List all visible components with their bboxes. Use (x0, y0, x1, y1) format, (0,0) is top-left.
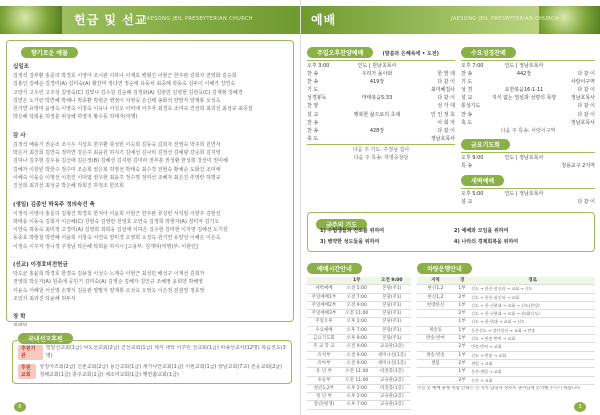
offering-line: 김정석 강부환 홍문의 박경호 이영아 조시관 이하나 이재호 백형진 이현근 한주완 김희자 전영화 김승희 (13, 73, 237, 79)
order-leader (421, 62, 455, 70)
order-leader: 정남호목사 (570, 119, 595, 126)
times-row-cell: 오전 11:00 (341, 310, 373, 318)
vehicle-header: 경로 (470, 277, 595, 285)
left-page-title: 헌금 및 선교 (74, 13, 148, 27)
vehicle-row-cell: 1부 (454, 285, 470, 293)
times-row (307, 318, 411, 326)
vehicle-row-cell: 1부 (454, 335, 470, 343)
offering-heading: 비전헌금 (46, 262, 68, 269)
vehicle-row-cell: 신도 → 한·신현대 → 교회 → 현대(신도) (470, 310, 595, 318)
offering-line: 박은혜 탁희윤 허정훈 위성혜 하영지 황수동 하태자(익명) (13, 114, 138, 121)
order-item: 설 교 (461, 95, 473, 102)
order-content: 인도 | 원남초목사 (357, 63, 397, 69)
times-row-cell: 오후 9:00 (341, 335, 373, 343)
prayer-box (307, 212, 595, 252)
order-item: 오후 3:00 (307, 63, 330, 69)
times-row-cell: 교육관(3층) (373, 343, 411, 351)
times-header: 1부 (341, 277, 373, 285)
order-leader: 정남호목사 (430, 135, 455, 142)
offering-heading: 장 학 (13, 314, 26, 321)
order-content: 인도 | 정남호목사 (504, 155, 544, 161)
order-row (307, 135, 455, 143)
order-item: 오후 9:00 (461, 155, 484, 161)
times-row-cell: 본당(주1) (373, 335, 411, 343)
times-row (307, 293, 411, 301)
vehicle-row-cell: 1부 (454, 368, 470, 376)
order-content: 지식 없는 열심과 성령의 목양 (491, 95, 557, 102)
offering-line: 김혜자 이원빈 박한수 정수미 조순희 권은희 허영선 박태숙 최수경 전현숙 황예순 도화진 조미애 (13, 166, 221, 173)
order-item: 찬 송 (461, 111, 473, 118)
vehicle-row-cell: 2부 (454, 293, 470, 301)
offering-line: 이정숙 이주자 정니경 주정님 탁은혜 탁희윤 하지시 [고용부: 김재덕(익명)부: 이관민] (13, 243, 198, 250)
times-row-cell: 주일예배3부 (307, 310, 341, 318)
vehicle-row (417, 285, 595, 293)
left-page-subtitle: JAESONG JEIL PRESBYTERIAN CHURCH (145, 16, 253, 22)
times-row-cell: 청년1,2부 (307, 384, 341, 392)
vehicle-row-cell: 신도 → 한신·상신리 → 교회 (470, 293, 595, 301)
sunday-label: 주일오후찬양예배 (307, 47, 373, 58)
times-row-cell: 오전 11:00 (341, 368, 373, 376)
vehicle-row-cell (417, 368, 454, 376)
order-item: 통성기도 (461, 103, 481, 110)
order-leader: 다 같 이 (437, 79, 455, 86)
times-row-cell: 오후 2:00 (341, 393, 373, 401)
order-content (487, 111, 561, 119)
mission-row-agencies (18, 345, 286, 360)
vehicle-row-cell: 한신1,2 (417, 293, 454, 301)
friday-label: 금요기도회 (461, 139, 510, 150)
vehicle-row-cell (417, 310, 454, 318)
vehicle-row (417, 326, 595, 334)
times-row (307, 393, 411, 401)
order-content (487, 198, 561, 206)
vehicle-table (417, 277, 595, 385)
order-row (461, 198, 595, 206)
order-leader: 다 같 이 (577, 111, 595, 118)
offering-line: 이혜숙 이을순 이영선 이원진 이덕엽 권우현 최윤주 정수명 정미선 조혜자 최은진 추영란 하명규 (13, 174, 221, 181)
order-content (487, 119, 561, 127)
left-banner (0, 6, 300, 34)
times-row-cell: 본당(주1) (373, 326, 411, 334)
offering-heading: 건 축 (82, 201, 95, 208)
times-row-cell: 유 년 부 (307, 368, 341, 376)
order-leader: 다 같 이 (437, 127, 455, 134)
order-row (307, 78, 455, 86)
order-content: 428장 (369, 127, 385, 134)
vehicle-row (417, 293, 595, 301)
mission-text: 상검아즈회(2급) 신촌교회(2급) 용산교회(1급) 새가나안교회(1급) 이현교회(1급) 항남교회(7교) 전응교회(2급) 청해교회(1급) 충주교회(1급) 채소미교회(1급) 행만춤교회(1급) (39, 364, 283, 378)
offering-line: 원기연 유영미 윤영옥 이영숙 이청숙 이유나 이성오 이미애 이주자 최경숙 조미숙 진선희 최귀선 최성규 최증질 (13, 106, 253, 113)
vehicle-row-cell: 1부 (454, 318, 470, 326)
offering-line: 김정석 배용기 권순조 조시우 지성호 한주환 류성빈 이승희 김동숙 김희자 전영숙 박주희 원연자 (13, 141, 221, 148)
left-page-number: 6 (14, 402, 26, 412)
times-row-cell: 주일예배1부 (307, 293, 341, 301)
times-row-cell: 초등부 (307, 376, 341, 384)
order-content (487, 78, 561, 86)
order-leader: 인 인 정 호 (430, 111, 455, 118)
times-row-cell: 오전 9:00 (341, 351, 373, 359)
times-row-cell: 오후 7:00 (341, 326, 373, 334)
order-item: 축 도 (307, 135, 319, 142)
times-row-cell: 본당(주1) (373, 285, 411, 293)
offering-line: 박은자 최진희 김연숙 정미연 강은주 최윤원 하지기 김예선 김나리 김정선 김예량 강순희 김지영 (13, 150, 221, 157)
right-page (300, 0, 600, 415)
order-leader: 청용교구 2지역 (561, 163, 595, 170)
order-leader (561, 190, 595, 198)
mission-tag: 후원교회 (18, 364, 36, 379)
right-banner (301, 6, 600, 34)
order-item: 찬 송 (307, 127, 319, 134)
order-row (307, 119, 455, 127)
vehicle-schedule (417, 256, 595, 392)
times-row-cell: 본당(주1) (373, 318, 411, 326)
times-row-cell: 교육관(2층) (373, 376, 411, 384)
times-row (307, 301, 411, 309)
times-row (307, 368, 411, 376)
order-item: 축 도 (461, 119, 473, 126)
order-item: 찬 양 (307, 103, 319, 110)
vehicle-row-cell: 2부 (454, 376, 470, 384)
times-row-cell: 새벽예배 (307, 285, 341, 293)
vehicle-row (417, 343, 595, 351)
offering-box (6, 40, 294, 322)
order-row (461, 62, 595, 70)
order-row (461, 70, 595, 78)
order-item: 기 도 (461, 79, 473, 86)
order-leader: 다 같 이 (577, 71, 595, 78)
vehicle-row (417, 310, 595, 318)
times-row-cell: 주 교 학 교 (307, 343, 341, 351)
order-item: 성 경 (461, 87, 473, 94)
vehicle-row-cell: 반송·반여 (417, 335, 454, 343)
vehicle-row-cell: 신도 → 한·신현대 → 교회 → 신도(본당) (470, 301, 595, 309)
times-row-cell: 오전 11:00 (341, 376, 373, 384)
offering-line: 김덕나 김주현 김우용 김선애 김은정(B) 김혜선 김지현 김미라 전부훈 권성환 한성희 강선미 권미혜 (13, 158, 228, 165)
offering-label: 향기로운 예물 (21, 47, 78, 58)
order-leader: 성 가 대 (437, 103, 455, 110)
mission-row-churches (18, 364, 286, 379)
vehicle-row-cell: 1부 (454, 326, 470, 334)
offering-line: 탁도균 홍윤희 박경호 한경숙 김용철 이성수 노계숙 이현근 최성민 배성구 이재선 김희자 (13, 271, 205, 278)
order-content: 마태복음5:33 (361, 95, 393, 102)
vehicle-header: 경 (454, 277, 470, 285)
prayer-item: 4) 나라의 경제회복을 위하여 (454, 239, 519, 246)
times-header: 오전 9:00 (373, 277, 411, 285)
wednesday-label: 수요성경찬배 (461, 47, 516, 58)
vehicle-row-cell: 2부 (454, 359, 470, 367)
offering-line: 동종호 박현철 박연혜 서윤희 서창숙 서연숙 양미경 오영희 오성옥 원기연 유양선 이혜은 이은옥 (13, 235, 221, 242)
offering-list (13, 53, 289, 331)
vehicle-row-cell: 신도 → 반송 → 교회 (470, 351, 595, 359)
order-leader: 다 같 이 (577, 103, 595, 110)
vehicle-row-cell: 재송·반송 (417, 351, 454, 359)
vehicle-row-cell: 동산·센텀 → 교회 (470, 368, 595, 376)
times-row-cell: 청 년 부 (307, 393, 341, 401)
vehicle-row-cell: 2부 (454, 343, 470, 351)
order-leader: 정남호목사 (570, 95, 595, 102)
times-row-cell: 오후 2:00 (341, 318, 373, 326)
times-row-cell: 주일오후 (307, 318, 341, 326)
times-row-cell: 비전홀(1층) (373, 384, 411, 392)
order-row (307, 127, 455, 135)
times-row-cell: 오전 7:00 (341, 293, 373, 301)
order-leader: 다 같 이 (437, 95, 455, 102)
offering-line: 서윤숙 서혜원 서선영 손명식 김운관 양말자 양재봉 오성옥 오영옥 이은정 전광열 정호영 (13, 287, 205, 294)
times-row-cell: 유아부 (307, 359, 341, 367)
order-row (461, 190, 595, 198)
offering-line: 이양숙 곽동숙 최미정 고경미(A) 김영희 곽희웅 김선애 이하은 김수현 김미현 이지영 김혜선 노기원 (13, 227, 228, 234)
vehicle-note: 주일 낮 예배 운행 차량 안내는 각 지역 담당자 정수옥 권사님께 문의해 주시기 바랍니다. (417, 385, 582, 391)
order-content: 인도 | 정남호목사 (504, 63, 544, 69)
times-header (307, 277, 341, 285)
order-row (461, 94, 595, 102)
order-row (461, 154, 595, 162)
sunday-next-prayer: 다음 주 기도: 주정님 집사 (352, 146, 410, 153)
order-row (461, 111, 595, 119)
order-content (333, 135, 421, 143)
vehicle-row-cell: 한신1,2 (417, 285, 454, 293)
vehicle-header: 지역 (417, 277, 454, 285)
vehicle-row-cell: 현대한신 (417, 301, 454, 309)
order-content: 요한복음16:1-11 (504, 87, 544, 94)
times-row (307, 285, 411, 293)
vehicle-row (417, 335, 595, 343)
times-row-cell: 세미나실(1층) (373, 359, 411, 367)
banner-photo (0, 6, 62, 34)
order-content (487, 102, 561, 110)
offering-line: 조일자 최귀진 탁윤혜 허두식 (13, 295, 76, 302)
sunday-service (307, 40, 455, 163)
order-row (307, 86, 455, 94)
times-row (307, 359, 411, 367)
times-label: 예배시간안내 (307, 263, 362, 274)
order-item: 찬 송 (461, 71, 473, 78)
friday-prayer (461, 132, 595, 170)
dawn-order (461, 190, 595, 206)
times-row-cell: 오후 2:00 (341, 384, 373, 392)
mission-box (6, 326, 294, 404)
times-row (307, 351, 411, 359)
offering-line: 이정석 이영아 홍문의 김형건 박경호 한지아 이윤희 이현근 한주완 류성빈 서석임 이향주 김현선 (13, 210, 221, 217)
vehicle-row-cell: 센텀 → 교회 (470, 359, 595, 367)
vehicle-row-cell: 2부 (454, 310, 470, 318)
vehicle-row-cell (417, 343, 454, 351)
offering-line: 진선희 최귀선 최성규 박은혜 탁희진 하정조 한조희 (13, 183, 124, 190)
order-item: 성경봉독 (307, 95, 327, 102)
order-leader: 다 같 이 (577, 199, 595, 206)
order-row (307, 62, 455, 70)
vehicle-row-cell: 1부 (454, 301, 470, 309)
service-times (307, 256, 411, 410)
sunday-order (307, 62, 455, 143)
vehicle-row (417, 359, 595, 367)
times-row-cell: 금요기도회 (307, 335, 341, 343)
order-content: 행복한 삶으로의 초대 (353, 111, 401, 118)
vehicle-row (417, 376, 595, 384)
order-content (333, 102, 421, 110)
times-row (307, 376, 411, 384)
vehicle-row-cell (417, 318, 454, 326)
order-item: 설 교 (461, 199, 473, 206)
order-content (333, 119, 421, 127)
mission-label: 국내선교후원 (18, 333, 73, 344)
order-item: 찬 송 (307, 79, 319, 86)
prayer-item: 2) 예배와 모임을 위하여 (454, 228, 509, 234)
times-row-cell: 본당(주1) (373, 310, 411, 318)
vehicle-row-cell: 동산 → 교회 (470, 376, 595, 384)
prayer-label: 금주의 기도 (316, 219, 367, 230)
order-row (307, 111, 455, 119)
times-row (307, 384, 411, 392)
vehicle-row (417, 351, 595, 359)
times-row-cell: 장년(평생) (307, 401, 341, 409)
times-row-cell: 오전 5:00 (341, 285, 373, 293)
dawn-label: 새벽예배 (461, 175, 504, 186)
vehicle-row (417, 368, 595, 376)
sunday-note: (말씀과 은혜속에 • 도전) (382, 51, 439, 57)
order-leader: 사 회 자 (437, 119, 455, 126)
order-row (307, 70, 455, 78)
times-row (307, 343, 411, 351)
order-item: 찬 송 (307, 71, 319, 78)
times-row (307, 335, 411, 343)
offering-heading: (생일) 김종인 박옥주 정의숙 (13, 201, 83, 208)
times-row-cell: 본당(주1) (373, 301, 411, 309)
order-item: 찬 송 (307, 119, 319, 126)
times-row-cell: 오전 9:00 (341, 301, 373, 309)
times-table (307, 277, 411, 410)
order-leader: 최미혜집사 (430, 87, 455, 94)
times-row-cell: 교육관(3층) (373, 401, 411, 409)
vehicle-row-cell: 신도 → 한·현대 → 교회 → 신도 (470, 318, 595, 326)
offering-heading: (선교) 이경호 (13, 262, 47, 269)
offering-heading: 감 사 (13, 132, 26, 139)
offering-line: 김홍인 김혜순 김경미(A) 김미숙(A) 황찬미 정다연 정순애 유동차 최중례 곽동숙 김두이 이혜가 강연숙 (13, 81, 236, 88)
wednesday-next-special: 다음 주 특송: 사랑이구역 (500, 127, 556, 134)
order-item: 특 송 (461, 163, 473, 170)
times-row-cell: 교육관(2층) (373, 393, 411, 401)
mission-tag: 후원기관 (18, 345, 43, 360)
vehicle-row-cell: 센텀 (417, 359, 454, 367)
order-leader: 사랑이구역 (570, 79, 595, 86)
times-row-cell: 주일예배2부 (307, 301, 341, 309)
vehicle-row (417, 301, 595, 309)
times-row (307, 310, 411, 318)
order-row (461, 78, 595, 86)
order-row (307, 102, 455, 110)
offering-line: 전영희 박은자(A) 원종애 공민기 김미숙(A) 김영순 김혜자 김인규 조혜영 윤희양 박해영 (13, 279, 203, 286)
vehicle-row-cell: 신도 → 반송·반여 → 교회 (470, 335, 595, 343)
order-leader (561, 62, 595, 70)
right-page-subtitle: JAESONG JEIL PRESBYTERIAN CHURCH (451, 16, 559, 22)
order-item: 오후 7:00 (461, 63, 484, 69)
vehicle-row (417, 318, 595, 326)
order-leader (561, 154, 595, 162)
wednesday-order (461, 62, 595, 127)
wednesday-service (461, 40, 595, 135)
vehicle-row-cell: 반송·반여 → 교회 (470, 343, 595, 351)
times-row-cell: 세미나실(1층) (373, 351, 411, 359)
times-row (307, 326, 411, 334)
mission-text: 밀알선교회(1급) 낙도선교회(2급) 군선교회(1급) 제자 대학 이주민 선교회(1급) 파송선교사(12명) 복음전도(3명) (45, 345, 286, 359)
dawn-service (461, 168, 595, 206)
order-row (461, 119, 595, 127)
times-row (307, 401, 411, 409)
prayer-item: 3) 병약한 성도들을 위하여 (320, 239, 380, 246)
sunday-next-special: 다음 주 특송: 하영중창단 (353, 155, 409, 162)
times-row-cell: 본당(주1) (373, 293, 411, 301)
right-page-number: 3 (574, 402, 586, 412)
order-content: 442장 (516, 71, 532, 78)
order-leader: 다 같 이 (577, 87, 595, 94)
order-row (461, 86, 595, 94)
order-item: 기 도 (307, 87, 319, 94)
order-leader: 한 맘 데 (437, 71, 455, 78)
vehicle-label: 차량운행안내 (417, 263, 472, 274)
times-row-cell: 오전 9:00 (341, 343, 373, 351)
offering-line: 고양식 고우린 고주성 김영숙(C) 김빛나 김수원 김순례 김정화(A) 김현민 김영현 김현옥(C) 김재형 강혜경 (13, 89, 243, 96)
times-row-cell: 유치부 (307, 351, 341, 359)
order-row (461, 102, 595, 110)
offering-heading: 십일조 (13, 64, 29, 70)
offering-line: 김연은 노기란 박연혜 박해나 박종환 박현곤 변점이 서영숙 손신해 송화석 양말자 양재봉 오성옥 (13, 97, 221, 104)
times-row-cell: 오후 7:00 (341, 401, 373, 409)
times-row-cell: 수요예배 (307, 326, 341, 334)
order-row (307, 94, 455, 102)
vehicle-row-cell: 동산신도 → 장산성지 → 교회 → 반송 (470, 326, 595, 334)
vehicle-row-cell: 재송동 (417, 326, 454, 334)
right-page-title: 예배 (311, 13, 337, 27)
order-content: 인도 | 정남호목사 (504, 191, 544, 197)
offering-line: 곽태웅 이동숙 김희자 이은혜(C) 강현숙 김영란 전영호 오연숙 김정희 박현자(A) 정미자 김기오 (13, 218, 220, 225)
times-row-cell: 오전 9:00 (341, 359, 373, 367)
order-content: 우리가 돌아와 (361, 71, 393, 78)
times-row-cell: 비전홀(1층) (373, 368, 411, 376)
vehicle-row-cell: 신도 → 한신·상신리 → 교회 → 신도 (470, 285, 595, 293)
order-item: 설 교 (307, 111, 319, 118)
vehicle-row-cell (417, 376, 454, 384)
order-item: 오후 5:00 (461, 191, 484, 197)
order-content (333, 86, 421, 94)
prayer-item: 1) 수험생들과 진로를 위하여 (320, 228, 385, 234)
order-content: 419장 (369, 79, 385, 86)
vehicle-row-cell: 1부 (454, 351, 470, 359)
